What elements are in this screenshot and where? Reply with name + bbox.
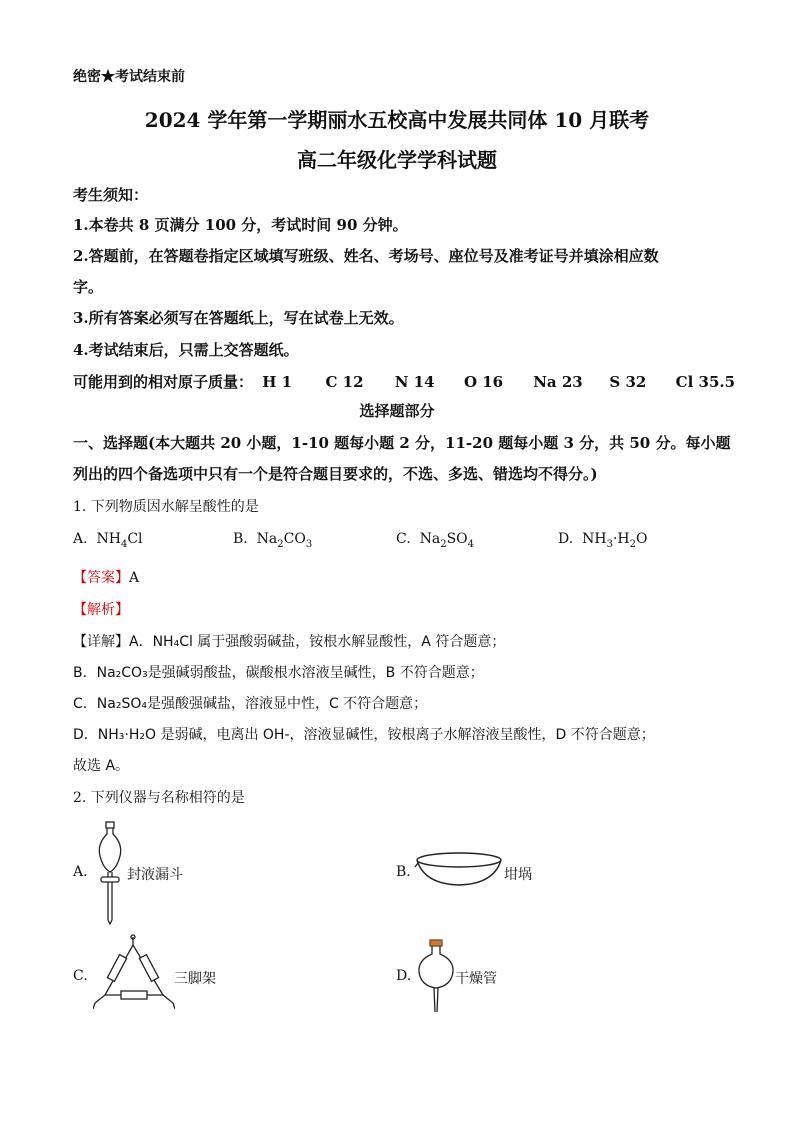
section-instruction-2: 列出的四个备选项中只有一个是符合题目要求的，不选、多选、错选均不得分。) [73,465,598,483]
question-1-detail-b: B．Na₂CO₃是强碱弱酸盐，碳酸根水溶液呈碱性，B 不符合题意； [73,665,484,681]
question-1-detail-c: C．Na₂SO₄是强酸强碱盐，溶液显中性，C 不符合题意； [73,696,428,712]
atomic-mass-h: H 1 [262,373,293,391]
question-2-option-d-name: 干燥管 [455,971,497,987]
question-2-option-c-name: 三脚架 [174,971,216,987]
question-2-option-b-label: B. [396,864,411,880]
question-2-option-a-name: 封液漏斗 [127,867,183,883]
question-1-option-b: B. $Na_2CO_3$ [233,531,313,550]
question-1-option-c: C. $Na_2SO_4$ [396,531,475,550]
atomic-mass-line [73,371,735,392]
question-1-stem: 1. 下列物质因水解呈酸性的是 [73,499,259,515]
question-2-option-d-label: D. [396,968,412,984]
exam-subtitle: 高二年级化学学科试题 [297,148,497,172]
question-1-answer: 【答案】A [73,570,140,586]
notice-item-1: 1.本卷共 8 页满分 100 分，考试时间 90 分钟。 [73,216,408,234]
notice-item-3: 3.所有答案必须写在答题纸上，写在试卷上无效。 [73,309,404,327]
notice-item-2-cont: 字。 [73,278,104,296]
atomic-mass-cl: Cl 35.5 [675,373,736,391]
question-1-option-a: A. $NH_4Cl$ [73,531,143,550]
atomic-mass-n: N 14 [394,373,435,391]
drying-tube-icon [414,938,458,1016]
atomic-mass-na: Na 23 [533,373,583,391]
atomic-mass-s: S 32 [609,373,647,391]
question-2-option-a-label: A. [73,864,88,880]
separatory-funnel-icon [93,820,129,925]
exam-title: 2024 学年第一学期丽水五校高中发展共同体 10 月联考 [144,108,650,132]
question-1-detail-d: D．NH₃·H₂O 是弱碱，电离出 OH-，溶液显碱性，铵根离子水解溶液呈酸性，D 不符合题意； [73,727,655,743]
section-instruction-1: 一、选择题(本大题共 20 小题，1-10 题每小题 2 分，11-20 题每小题 3 分，共 50 分。每小题 [73,434,731,452]
question-2-option-b-name: 坩埚 [504,867,532,883]
notice-item-4: 4.考试结束后，只需上交答题纸。 [73,341,299,359]
atomic-mass-c: C 12 [325,373,364,391]
confidential-mark: 绝密★考试结束前 [73,69,185,85]
question-1-detail-a: 【详解】A．NH₄Cl 属于强酸弱碱盐，铵根水解显酸性，A 符合题意； [73,634,506,650]
question-2-stem: 2. 下列仪器与名称相符的是 [73,790,245,806]
question-1-analysis-tag: 【解析】 [73,602,129,618]
notice-heading: 考生须知： [73,186,149,204]
atomic-mass-o: O 16 [463,373,504,391]
crucible-icon [414,850,504,888]
section-title: 选择题部分 [359,402,435,420]
notice-item-2: 2.答题前，在答题卷指定区域填写班级、姓名、考场号、座位号及准考证号并填涂相应数 [73,247,659,265]
question-1-option-d: D. $NH_3\cdot H_2O$ [558,531,648,550]
question-2-option-c-label: C. [73,968,88,984]
question-1-conclusion: 故选 A。 [73,758,130,774]
triangle-support-icon [93,933,175,1019]
atomic-mass-label: 可能用到的相对原子质量： [73,373,254,391]
